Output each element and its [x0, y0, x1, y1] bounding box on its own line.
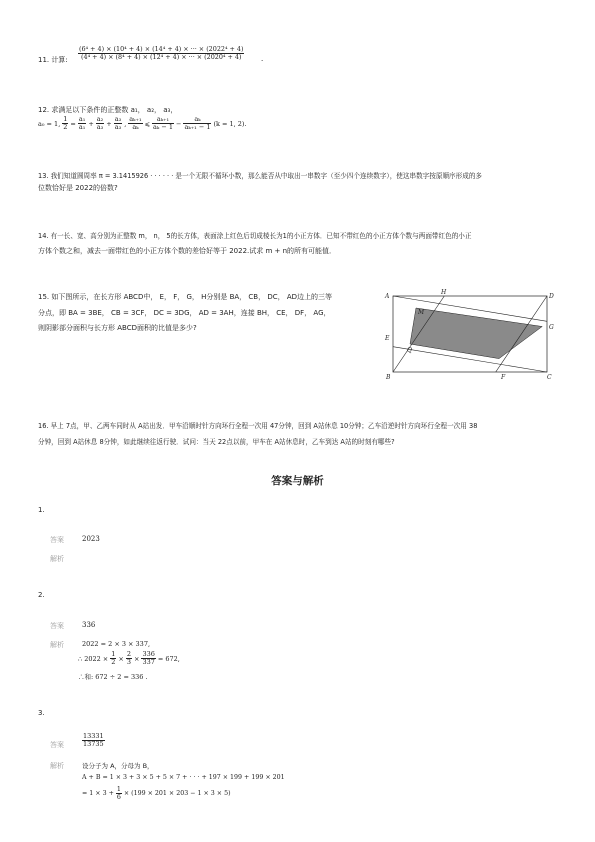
- q12-f6-n: aₖ: [183, 116, 211, 124]
- answer-3-line2: A + B = 1 × 3 + 3 × 5 + 5 × 7 + · · · + 197 × 199 + 199 × 201: [82, 774, 285, 781]
- q12-f6-d: aₖ₊₁ − 1: [184, 123, 211, 132]
- answer-2-x1: ×: [118, 654, 124, 663]
- answer-2-f1-n: 1: [111, 650, 116, 658]
- q11-numerator: (6⁴ + 4) × (10⁴ + 4) × (14⁴ + 4) × ··· × (2022⁴ + 4): [79, 45, 244, 53]
- answer-2-x2: ×: [134, 654, 140, 663]
- q12-f1-d: a₁: [78, 123, 86, 132]
- answer-2-tag: 答案: [50, 622, 64, 630]
- q15-line1: 15. 如下图所示，在长方形 ABCD中， E， F， G， H分别是 BA， CB， DC， AD边上的三等: [38, 293, 333, 301]
- q11-fraction: [78, 46, 244, 62]
- answer-3-line1: 设分子为 A，分母为 B，: [82, 762, 154, 770]
- q16-line1: 16. 早上 7点，甲、乙两车同时从 A站出发．甲车沿顺时针方向环行全程一次用 47分钟，回到 A站休息 10分钟；乙车沿逆时针方向环行全程一次用 38: [38, 422, 478, 430]
- q12-f5-d: aₖ − 1: [153, 123, 174, 132]
- answer-1-value: 2023: [82, 535, 100, 543]
- answer-3-l3-fn: 1: [116, 786, 121, 793]
- q12-half-n: 1: [63, 115, 68, 123]
- answer-2-f1-d: 2: [111, 658, 116, 667]
- answer-2-l2-pre: ∴ 2022 ×: [78, 654, 109, 663]
- q12-half-d: 2: [63, 123, 68, 132]
- q12-plus2: +: [106, 119, 112, 128]
- q16-line2: 分钟，回到 A站休息 8分钟，如此继续往返行驶．试问：当天 22点以前，甲车在 A站休息时，乙车到达 A站的时刻有哪些?: [38, 438, 395, 446]
- answer-3-l3-post: × (199 × 201 × 203 − 1 × 3 × 5): [123, 790, 231, 798]
- answer-2-f3-n: 336: [142, 650, 155, 658]
- answer-2-line1: 2022 = 2 × 3 × 337,: [82, 640, 151, 648]
- label-m: M: [418, 309, 425, 316]
- q12-comma: ,: [124, 119, 127, 128]
- q12-f5-n: aₖ₊₁: [152, 116, 174, 124]
- q12-f4-d: aₖ: [132, 123, 139, 132]
- q13-line1: 13. 我们知道圆周率 π = 3.1415926 · · · · · · 是一个无限不循环小数，那么能否从中取出一串数字（至少四个连续数字），使这串数字按原顺序形成的多: [38, 172, 483, 180]
- answer-1-tag: 答案: [50, 536, 64, 544]
- q15-line2: 分点，即 BA = 3BE， CB = 3CF， DC = 3DG， AD = 3AH，连接 BH， CE， DF， AG，: [38, 309, 331, 317]
- q14-line1: 14. 有一长、宽、高分别为正整数 m， n， 5的长方体，表面涂上红色后切成棱长为1的小正方体．已知不带红色的小正方体个数与两面带红色的小正: [38, 232, 472, 240]
- q12-f2-d: a₃: [96, 123, 104, 132]
- label-c: C: [547, 374, 552, 380]
- label-h: H: [441, 289, 447, 296]
- q12-f1-n: a₁: [78, 115, 86, 123]
- q12-formula: [38, 116, 247, 132]
- q12-le: ⩽: [144, 119, 151, 128]
- answer-2-jiexi-tag: 解析: [50, 641, 64, 649]
- answer-2-f2-d: 3: [126, 658, 131, 667]
- label-e: E: [385, 335, 390, 342]
- q15-rectangle-diagram: [380, 288, 560, 380]
- label-f: F: [501, 374, 506, 380]
- answer-3-line3: [82, 786, 231, 801]
- q12-f3-d: a₃: [114, 123, 122, 132]
- answer-3-l3-fd: 6: [116, 794, 121, 802]
- answer-3-jiexi-tag: 解析: [50, 762, 64, 770]
- q12-tail: (k = 1, 2).: [213, 119, 247, 128]
- answer-2-line2: [78, 651, 180, 667]
- answer-3-tag: 答案: [50, 741, 64, 749]
- shaded-parallelogram: [410, 308, 542, 359]
- q11-tail: .: [261, 55, 264, 63]
- answer-3-l3-pre: = 1 × 3 +: [82, 790, 114, 798]
- q15-line3: 则阴影部分面积与长方形 ABCD面积的比值是多少?: [38, 324, 197, 332]
- answer-1-jiexi-tag: 解析: [50, 555, 64, 563]
- answer-3-number: 3.: [38, 709, 45, 717]
- q12-f4-n: aₖ₊₁: [129, 115, 142, 123]
- q13-line2: 位数恰好是 2022的倍数?: [38, 184, 118, 192]
- q12-f2-n: a₂: [96, 115, 104, 123]
- answer-2-f3-d: 337: [142, 658, 155, 667]
- label-d: D: [549, 293, 554, 300]
- q12-f3-n: a₃: [114, 115, 122, 123]
- q14-line2: 方体个数之和，减去一面带红色的小正方体个数的差恰好等于 2022.试求 m + n的所有可能值．: [38, 247, 337, 255]
- q12-a0: a₀ = 1,: [38, 119, 61, 128]
- q12-plus1: +: [88, 119, 94, 128]
- answer-3-denominator: 13735: [83, 740, 104, 749]
- q12-line1: 12. 求满足以下条件的正整数 a₁， a₂， a₃，: [38, 106, 178, 114]
- answer-3-fraction: [82, 733, 105, 749]
- answer-3-numerator: 13331: [83, 732, 104, 740]
- q11-label: 11. 计算:: [38, 56, 68, 64]
- q12-eq: =: [70, 119, 76, 128]
- label-q: Q: [407, 347, 412, 354]
- answer-2-number: 2.: [38, 591, 45, 599]
- q12-minus: −: [176, 119, 182, 128]
- answer-2-l2-post: = 672,: [157, 654, 180, 663]
- answer-2-f2-n: 2: [126, 650, 131, 658]
- answer-1-number: 1.: [38, 506, 45, 514]
- label-a: A: [385, 293, 390, 300]
- answers-title: 答案与解析: [271, 475, 324, 487]
- label-g: G: [549, 324, 554, 331]
- q11-denominator: (4⁴ + 4) × (8⁴ + 4) × (12⁴ + 4) × ··· × (2020⁴ + 4): [81, 53, 242, 62]
- label-b: B: [386, 374, 391, 380]
- answer-2-line3: ∴和: 672 ÷ 2 = 336 .: [78, 673, 148, 681]
- answer-2-value: 336: [82, 621, 96, 629]
